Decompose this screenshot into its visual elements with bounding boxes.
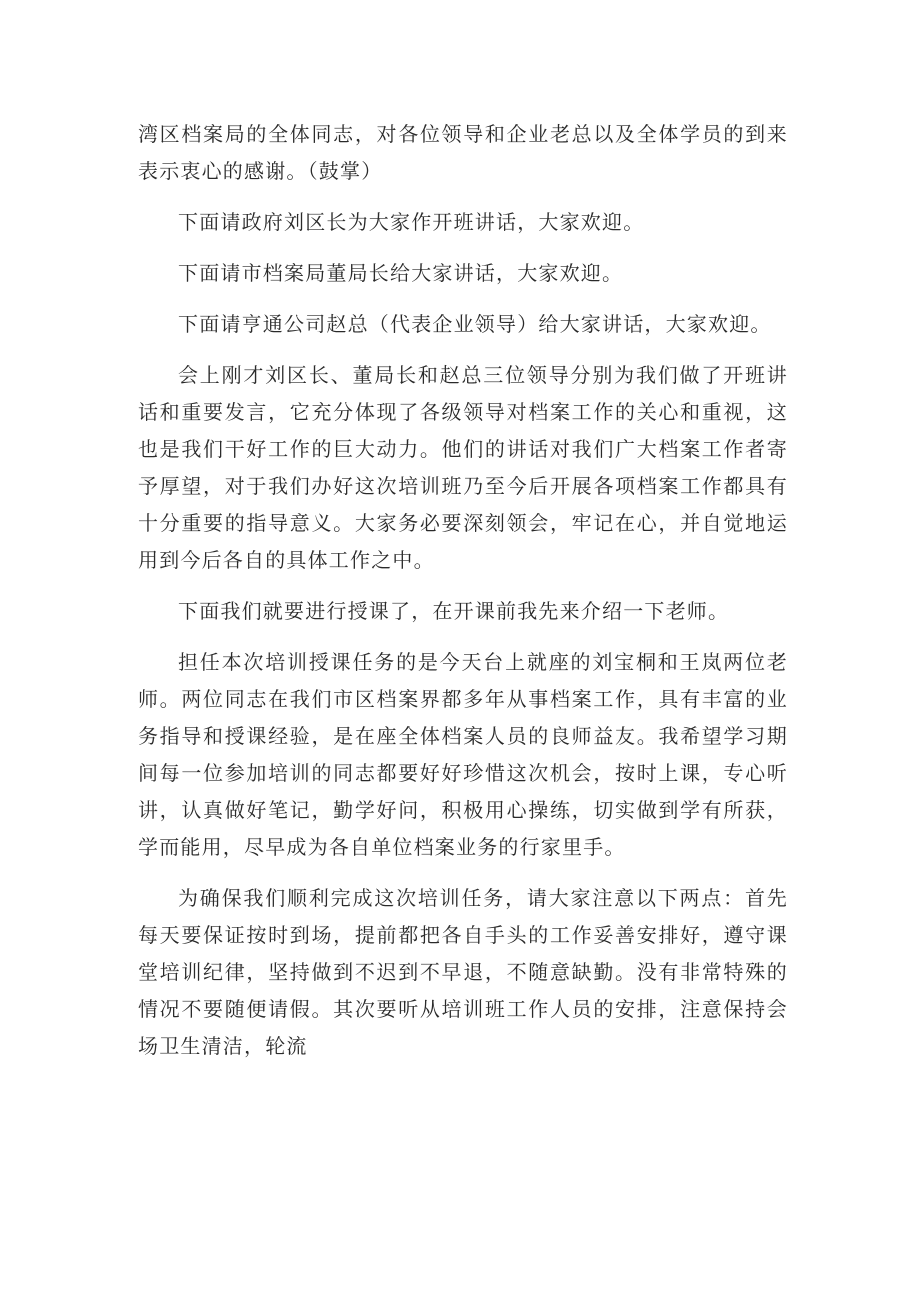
paragraph-bureau-director-speech: 下面请市档案局董局长给大家讲话，大家欢迎。 bbox=[178, 261, 624, 285]
document-body bbox=[138, 116, 788, 1065]
paragraph-teacher-intro-lead: 下面我们就要进行授课了，在开课前我先来介绍一下老师。 bbox=[178, 599, 730, 623]
paragraph-thanks: 湾区档案局的全体同志，对各位领导和企业老总以及全体学员的到来表示衷心的感谢。（鼓掌） bbox=[138, 122, 788, 183]
paragraph-training-requirements: 为确保我们顺利完成这次培训任务，请大家注意以下两点：首先每天要保证按时到场，提前都把各自手头的工作妥善安排好，遵守课堂培训纪律，坚持做到不迟到不早退，不随意缺勤。没有非常特殊的情况不要随便请假。其次要听从培训班工作人员的安排，注意保持会场卫生清洁，轮流 bbox=[138, 886, 788, 1058]
paragraph-company-leader-speech: 下面请亨通公司赵总（代表企业领导）给大家讲话，大家欢迎。 bbox=[178, 312, 772, 336]
paragraph-speech-summary: 会上刚才刘区长、董局长和赵总三位领导分别为我们做了开班讲话和重要发言，它充分体现了各级领导对档案工作的关心和重视，这也是我们干好工作的巨大动力。他们的讲话对我们广大档案工作者寄予厚望，对于我们办好这次培训班乃至今后开展各项档案工作都具有十分重要的指导意义。大家务必要深刻领会，牢记在心，并自觉地运用到今后各自的具体工作之中。 bbox=[138, 363, 788, 572]
paragraph-teacher-intro: 担任本次培训授课任务的是今天台上就座的刘宝桐和王岚两位老师。两位同志在我们市区档案界都多年从事档案工作，具有丰富的业务指导和授课经验，是在座全体档案人员的良师益友。我希望学习期间每一位参加培训的同志都要好好珍惜这次机会，按时上课，专心听讲，认真做好笔记，勤学好问，积极用心操练，切实做到学有所获，学而能用，尽早成为各自单位档案业务的行家里手。 bbox=[138, 650, 788, 859]
paragraph-district-head-speech: 下面请政府刘区长为大家作开班讲话，大家欢迎。 bbox=[178, 210, 645, 234]
